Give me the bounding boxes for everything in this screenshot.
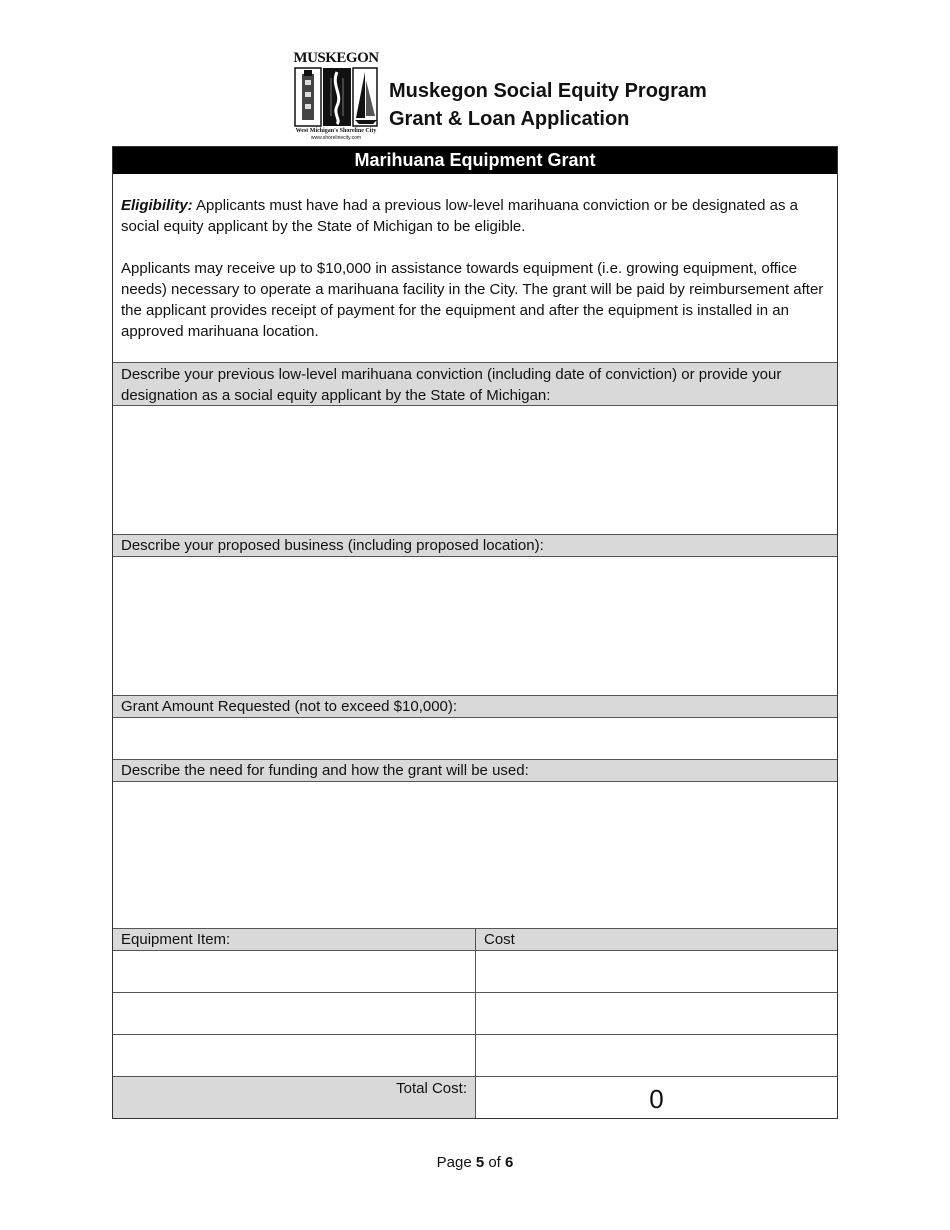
eligibility-label: Eligibility: — [121, 197, 193, 214]
lighthouse-sailboat-icon — [293, 66, 379, 128]
page-mid: of — [484, 1154, 506, 1171]
conviction-answer-field[interactable] — [113, 406, 837, 534]
page-footer — [0, 1152, 950, 1173]
program-title-line2: Grant & Loan Application — [389, 108, 630, 130]
equipment-item-column-header: Equipment Item: — [121, 931, 231, 948]
program-title — [389, 77, 707, 133]
total-cost-value: 0 — [649, 1084, 664, 1114]
muskegon-logo — [293, 50, 379, 142]
assistance-paragraph: Applicants may receive up to $10,000 in assistance towards equipment (i.e. growing equipment, office needs) necessary to operate a marihuana facility in the City. The grant will be paid by reimbursement after the applicant provides receipt of payment for the equipment and after the equipment is installed in an approved marihuana location. — [121, 260, 824, 340]
business-question: Describe your proposed business (including proposed location): — [113, 535, 837, 556]
eligibility-text: Applicants must have had a previous low-level marihuana conviction or be designated as a social equity applicant by the State of Michigan to be eligible. — [121, 197, 799, 235]
program-title-line1: Muskegon Social Equity Program — [389, 80, 707, 102]
conviction-question: Describe your previous low-level marihuana conviction (including date of conviction) or provide your designation as a social equity applicant by the State of Michigan: — [113, 363, 837, 405]
need-answer-field[interactable] — [113, 782, 837, 928]
eligibility-paragraph — [121, 195, 831, 237]
column-divider — [475, 929, 476, 1118]
logo-url: www.shorelinecity.com — [310, 135, 362, 141]
cost-column-header: Cost — [484, 931, 515, 948]
form-banner: Marihuana Equipment Grant — [113, 147, 837, 174]
page-current: 5 — [475, 1154, 485, 1171]
page-prefix: Page — [436, 1154, 476, 1171]
amount-answer-field[interactable] — [113, 718, 837, 759]
document-header — [293, 50, 713, 142]
total-cost-label: Total Cost: — [396, 1080, 467, 1097]
need-question: Describe the need for funding and how the grant will be used: — [113, 760, 837, 781]
amount-question: Grant Amount Requested (not to exceed $10,000): — [113, 696, 837, 717]
logo-tagline: West Michigan's Shoreline City — [295, 128, 377, 134]
page-total: 6 — [505, 1154, 514, 1171]
logo-wordmark: MUSKEGON — [293, 50, 379, 66]
business-answer-field[interactable] — [113, 557, 837, 694]
grant-form — [112, 146, 838, 1119]
